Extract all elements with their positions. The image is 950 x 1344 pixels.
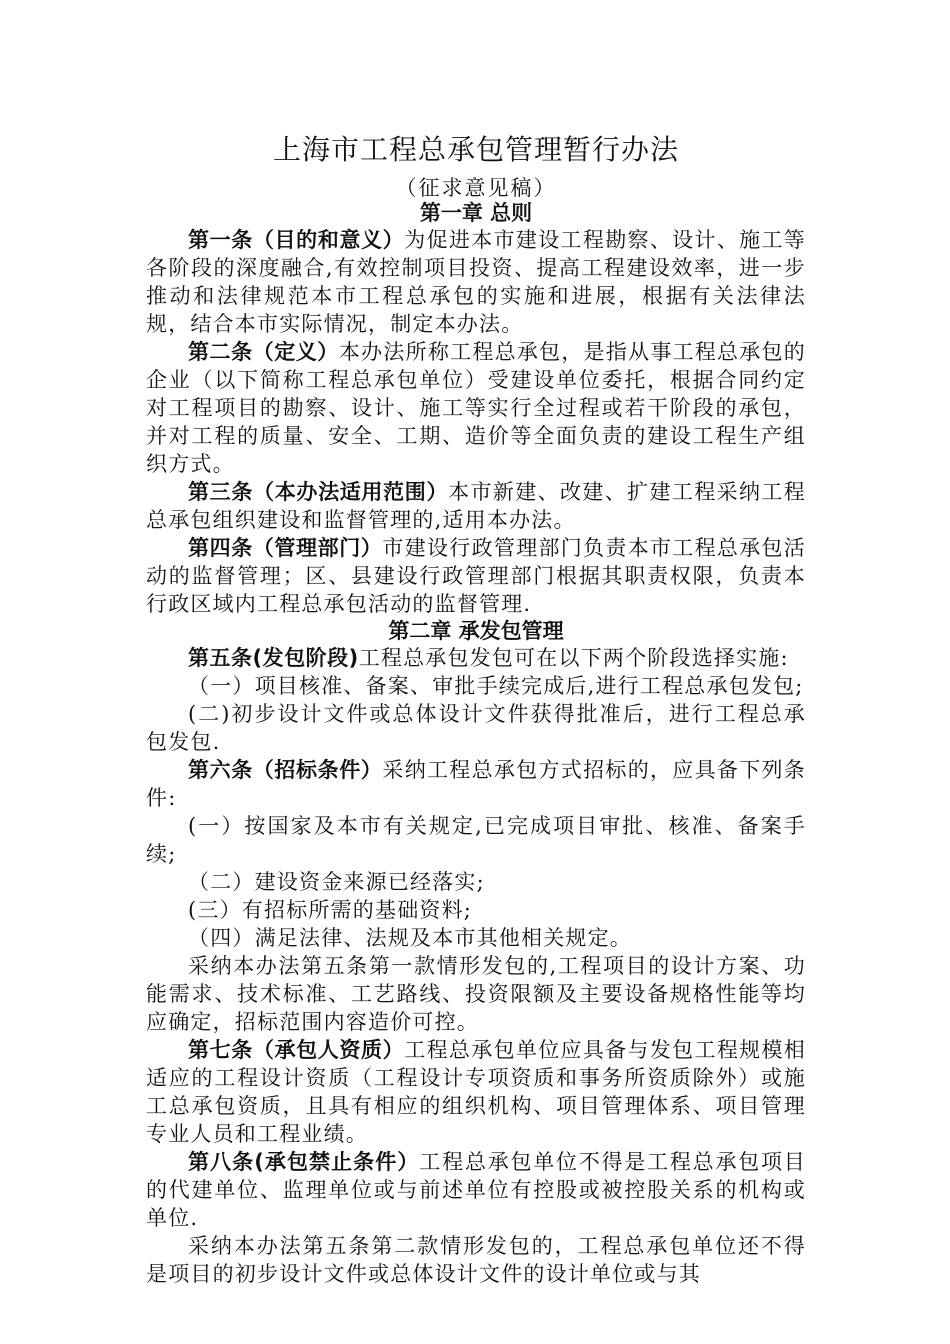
article-paragraph — [146, 534, 806, 618]
article-text: 采纳工程总承包方式招标的，应具备下列条件: — [146, 758, 806, 810]
article-text: (一）按国家及本市有关规定,已完成项目审批、核准、备案手续; — [146, 814, 806, 866]
article-paragraph — [146, 868, 806, 896]
article-paragraph — [146, 1148, 806, 1232]
article-label: 第七条（承包人资质） — [188, 1038, 405, 1062]
article-text: （一）项目核准、备案、审批手续完成后,进行工程总承包发包; — [188, 674, 804, 698]
article-text: 为促进本市建设工程勘察、设计、施工等各阶段的深度融合,有效控制项目投资、提高工程建设效率，进一步推动和法律规范本市工程总承包的实施和进展，根据有关法律法规，结合本市实际情况，制定本办法。 — [146, 228, 806, 336]
article-text: 工程总承包发包可在以下两个阶段选择实施: — [358, 646, 789, 670]
document-page — [146, 130, 806, 1288]
article-label: 第三条（本办法适用范围） — [188, 480, 449, 504]
article-text: 工程总承包单位不得是工程总承包项目的代建单位、监理单位或与前述单位有控股或被控股关系的机构或单位. — [146, 1150, 806, 1230]
article-label: 第一条（目的和意义） — [188, 228, 405, 252]
article-text: 本市新建、改建、扩建工程采纳工程总承包组织建设和监督管理的,适用本办法。 — [146, 480, 807, 532]
article-paragraph — [146, 1036, 806, 1148]
article-text: (三）有招标所需的基础资料; — [188, 898, 473, 922]
article-paragraph — [146, 672, 806, 700]
article-text: 工程总承包单位应具备与发包工程规模相适应的工程设计资质（工程设计专项资质和事务所资质除外）或施工总承包资质，且具有相应的组织机构、项目管理体系、项目管理专业人员和工程业绩。 — [146, 1038, 806, 1146]
document-title: 上海市工程总承包管理暂行办法 — [272, 133, 679, 166]
article-text: 采纳本办法第五条第二款情形发包的，工程总承包单位还不得是项目的初步设计文件或总体设计文件的设计单位或与其 — [146, 1234, 806, 1286]
article-paragraph — [146, 338, 806, 478]
article-paragraph — [146, 952, 806, 1036]
article-label: 第六条（招标条件） — [188, 758, 383, 782]
article-paragraph — [146, 226, 806, 338]
chapter-heading: 第二章 承发包管理 — [388, 619, 564, 643]
document-body — [146, 200, 806, 1288]
article-text: 本办法所称工程总承包，是指从事工程总承包的企业（以下简称工程总承包单位）受建设单位委托，根据合同约定对工程项目的勘察、设计、施工等实行全过程或若干阶段的承包，并对工程的质量、安全、工期、造价等全面负责的建设工程生产组织方式。 — [146, 340, 807, 476]
article-text: (二)初步设计文件或总体设计文件获得批准后，进行工程总承包发包. — [146, 702, 806, 754]
document-subtitle: （征求意见稿） — [395, 176, 557, 200]
chapter-heading: 第一章 总则 — [419, 201, 533, 225]
article-paragraph — [146, 478, 806, 534]
article-paragraph — [146, 896, 806, 924]
article-label: 第五条(发包阶段) — [188, 646, 359, 670]
article-text: 市建设行政管理部门负责本市工程总承包活动的监督管理；区、县建设行政管理部门根据其职责权限，负责本行政区域内工程总承包活动的监督管理. — [146, 536, 806, 616]
article-paragraph — [146, 1232, 806, 1288]
article-text: （四）满足法律、法规及本市其他相关规定。 — [188, 926, 632, 950]
article-label: 第二条（定义） — [188, 340, 339, 364]
article-label: 第四条（管理部门） — [188, 536, 383, 560]
article-paragraph — [146, 756, 806, 812]
article-paragraph — [146, 812, 806, 868]
article-text: （二）建设资金来源已经落实; — [188, 870, 485, 894]
article-text: 采纳本办法第五条第一款情形发包的,工程项目的设计方案、功能需求、技术标准、工艺路线、投资限额及主要设备规格性能等均应确定，招标范围内容造价可控。 — [146, 954, 806, 1034]
article-paragraph — [146, 700, 806, 756]
article-paragraph — [146, 924, 806, 952]
article-label: 第八条(承包禁止条件） — [188, 1150, 420, 1174]
article-paragraph — [146, 644, 806, 672]
